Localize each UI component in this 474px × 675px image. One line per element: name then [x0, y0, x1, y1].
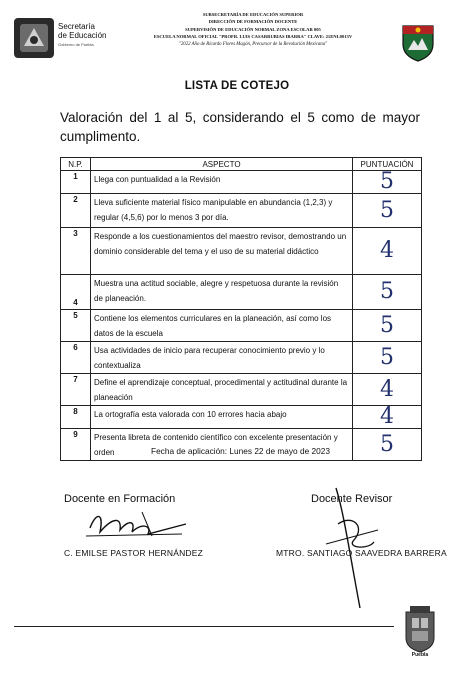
secretaria-educacion-logo	[12, 16, 56, 60]
row-aspect: Llega con puntualidad a la Revisión	[91, 171, 353, 194]
row-number: 3	[61, 228, 91, 275]
row-number: 6	[61, 342, 91, 374]
table-header-row	[61, 158, 422, 171]
table-row	[61, 194, 422, 228]
row-number: 2	[61, 194, 91, 228]
sec-title-line1: Secretaría	[58, 22, 95, 31]
header-np: N.P.	[61, 158, 91, 171]
row-number: 8	[61, 406, 91, 429]
row-aspect: La ortografía esta valorada con 10 errores hacia abajo	[91, 406, 353, 429]
table-row	[61, 406, 422, 429]
row-aspect: Presenta libreta de contenido científico con excelente presentación y orden	[91, 429, 353, 461]
table-row	[61, 228, 422, 275]
student-name: C. EMILSE PASTOR HERNÁNDEZ	[64, 548, 204, 558]
row-aspect: Muestra una actitud sociable, alegre y respetuosa durante la revisión de planeación.	[91, 275, 353, 310]
secretaria-educacion-text	[58, 22, 116, 47]
header-line-1: SUBSECRETARÍA DE EDUCACIÓN SUPERIOR	[202, 12, 304, 17]
footer-divider	[14, 626, 394, 627]
table-row	[61, 374, 422, 406]
row-number: 9	[61, 429, 91, 461]
instructions-text: Valoración del 1 al 5, considerando el 5 como de mayor cumplimento.	[60, 110, 420, 144]
row-score: 5	[353, 310, 422, 342]
table-row	[61, 342, 422, 374]
row-score: 5	[353, 194, 422, 228]
row-aspect: Usa actividades de inicio para recuperar conocimiento previo y lo contextualiza	[91, 342, 353, 374]
row-number: 4	[61, 275, 91, 310]
header-puntuacion: PUNTUACIÓN	[353, 158, 422, 171]
row-score: 5	[353, 275, 422, 310]
row-number: 7	[61, 374, 91, 406]
sec-subtitle: Gobierno de Puebla	[58, 42, 94, 47]
institution-header	[118, 11, 388, 48]
table-row	[61, 171, 422, 194]
student-signature-label: Docente en Formación	[64, 493, 176, 505]
application-date: Fecha de aplicación: Lunes 22 de mayo de 2023	[151, 446, 330, 456]
table-row	[61, 310, 422, 342]
checklist-table	[60, 157, 422, 461]
reviewer-signature-label: Docente Revisor	[311, 493, 393, 505]
row-aspect: Contiene los elementos curriculares en la planeación, así como los datos de la escuela	[91, 310, 353, 342]
header-motto: "2022 Año de Ricardo Flores Magón, Precursor de la Revolución Mexicana"	[178, 41, 328, 47]
sec-title-line2: de Educación	[58, 31, 107, 40]
row-aspect: Responde a los cuestionamientos del maestro revisor, demostrando un dominio considerable del tema y el uso de su material didáctico	[91, 228, 353, 275]
row-number: 5	[61, 310, 91, 342]
row-score: 4	[353, 406, 422, 429]
row-score: 5	[353, 429, 422, 461]
header-aspecto: ASPECTO	[91, 158, 353, 171]
row-score: 5	[353, 342, 422, 374]
row-score: 4	[353, 374, 422, 406]
row-score: 4	[353, 228, 422, 275]
reviewer-name: MTRO. SANTIAGO SAAVEDRA BARRERA	[276, 548, 447, 558]
header-line-4: ESCUELA NORMAL OFICIAL "PROFR. LUIS CASARRUBIAS IBARRA" CLAVE: 21ENL0013V	[153, 34, 353, 40]
row-aspect: Lleva suficiente material físico manipulable en abundancia (1,2,3) y regular (4,5,6) por lo menos 3 por día.	[91, 194, 353, 228]
header-line-3: SUPERVISIÓN DE EDUCACIÓN NORMAL ZONA ESCOLAR 005	[185, 26, 321, 32]
row-aspect: Define el aprendizaje conceptual, procedimental y actitudinal durante la planeación	[91, 374, 353, 406]
row-number: 1	[61, 171, 91, 194]
header-line-2: DIRECCIÓN DE FORMACIÓN DOCENTE	[208, 19, 298, 25]
table-row	[61, 275, 422, 310]
row-score: 5	[353, 171, 422, 194]
crest-caption: Puebla	[411, 652, 429, 658]
document-title: LISTA DE COTEJO	[184, 80, 290, 92]
student-signature	[82, 506, 192, 542]
school-crest-icon	[400, 22, 436, 62]
